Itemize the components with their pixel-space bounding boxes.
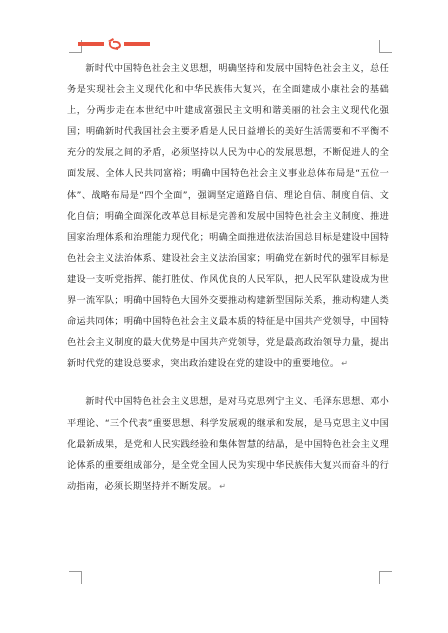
paragraph-text: 新时代中国特色社会主义思想，是对马克思列宁主义、毛泽东思想、邓小平理论、“三个代表”重要思想、科学发展观的继承和发展，是马克思主义中国化最新成果，是党和人民实践经验和集体智慧的结晶，是中国特色社会主义理论体系的重要组成部分，是全党全国人民为实现中华民族伟大复兴而奋斗的行动指南，必须长期坚持并不断发展。	[67, 396, 389, 492]
paragraph	[67, 58, 389, 374]
party-emblem-icon	[78, 37, 150, 51]
paragraph-text: 新时代中国特色社会主义思想，明确坚持和发展中国特色社会主义，总任务是实现社会主义现代化和中华民族伟大复兴，在全面建成小康社会的基础上，分两步走在本世纪中叶建成富强民主文明和谐美丽的社会主义现代化强国；明确新时代我国社会主要矛盾是人民日益增长的美好生活需要和不平衡不充分的发展之间的矛盾，必须坚持以人民为中心的发展思想，不断促进人的全面发展、全体人民共同富裕；明确中国特色社会主义事业总体布局是“五位一体”、战略布局是“四个全面”，强调坚定道路自信、理论自信、制度自信、文化自信；明确全面深化改革总目标是完善和发展中国特色社会主义制度、推进国家治理体系和治理能力现代化；明确全面推进依法治国总目标是建设中国特色社会主义法治体系、建设社会主义法治国家；明确党在新时代的强军目标是建设一支听党指挥、能打胜仗、作风优良的人民军队，把人民军队建设成为世界一流军队；明确中国特色大国外交要推动构建新型国际关系，推动构建人类命运共同体；明确中国特色社会主义最本质的特征是中国共产党领导，中国特色社会主义制度的最大优势是中国共产党领导，党是最高政治领导力量，提出新时代党的建设总要求，突出政治建设在党的建设中的重要地位。	[67, 63, 389, 370]
crop-mark-bottom-right	[379, 571, 392, 584]
document-body	[67, 58, 389, 497]
paragraph-mark-icon: ↵	[219, 481, 227, 491]
paragraph-mark-icon: ↵	[341, 359, 349, 369]
crop-mark-top-right	[379, 40, 392, 53]
crop-mark-bottom-left	[69, 571, 82, 584]
paragraph	[67, 391, 389, 496]
